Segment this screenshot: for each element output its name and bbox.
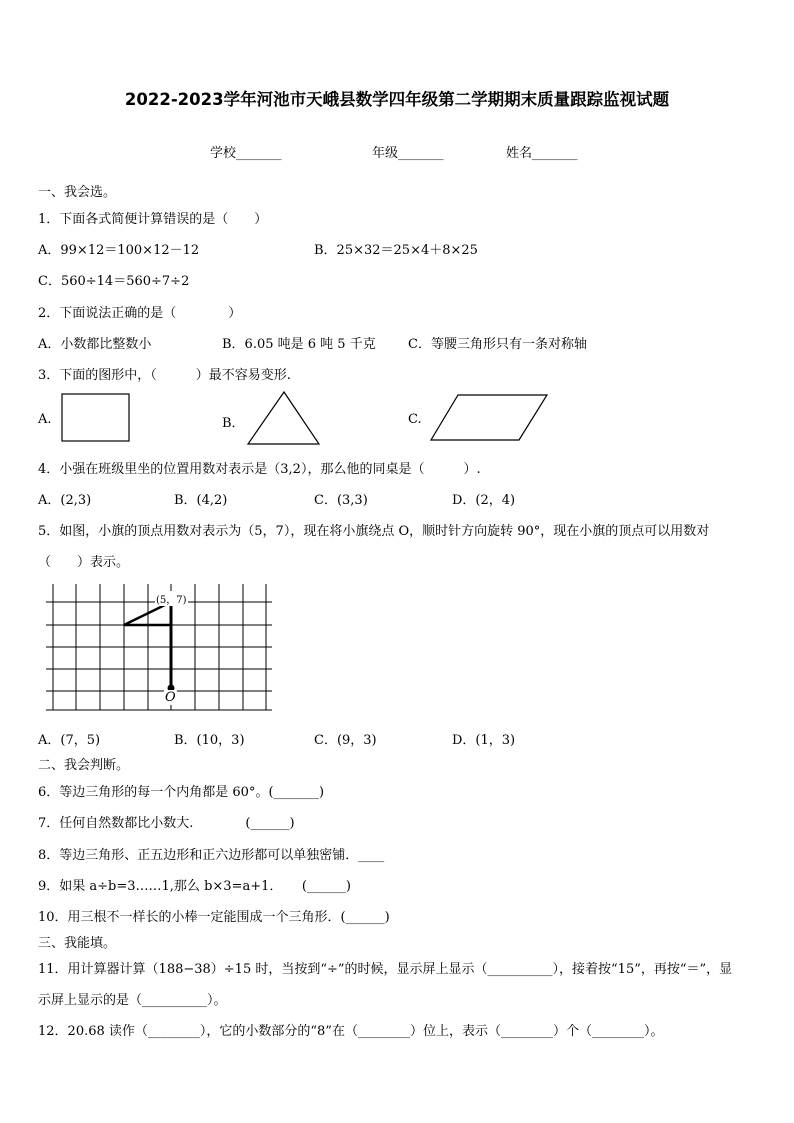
question-5-option-d[interactable]: D．(1，3) <box>452 733 516 748</box>
triangle-shape <box>246 390 322 446</box>
question-2-stem: 2．下面说法正确的是（ ） <box>38 306 242 321</box>
question-11-line-2: 示屏上显示的是（__________）。 <box>38 993 227 1008</box>
question-4-option-c[interactable]: C．(3,3) <box>314 493 368 508</box>
question-12: 12．20.68 读作（________），它的小数部分的“8”在（________）位上，表示（________）个（________）。 <box>38 1024 664 1039</box>
question-1-option-c[interactable]: C．560÷14＝560÷7÷2 <box>38 274 190 289</box>
question-5-option-a[interactable]: A．(7，5) <box>38 733 101 748</box>
origin-label: O <box>165 690 176 705</box>
question-11-line-1: 11．用计算器计算（188−38）÷15 时，当按到“÷”的时候，显示屏上显示（__________），接着按“15”，再按“＝”，显 <box>38 962 733 977</box>
question-4-option-a[interactable]: A．(2,3) <box>38 493 92 508</box>
flag-vertex-label: (5，7) <box>155 591 188 606</box>
page-title: 2022-2023学年河池市天峨县数学四年级第二学期期末质量跟踪监视试题 <box>124 90 670 109</box>
question-2-option-b[interactable]: B．6.05 吨是 6 吨 5 千克 <box>222 337 376 352</box>
grade-field[interactable]: 年级_______ <box>372 146 444 161</box>
section-heading-1: 一、我会选。 <box>38 185 117 200</box>
question-2-option-c[interactable]: C．等腰三角形只有一条对称轴 <box>408 337 587 352</box>
question-5-stem-line-2: （ ）表示。 <box>38 555 130 570</box>
question-8: 8．等边三角形、正五边形和正六边形都可以单独密铺．____ <box>38 848 385 863</box>
section-heading-3: 三、我能填。 <box>38 936 117 951</box>
question-4-option-d[interactable]: D．(2，4) <box>452 493 516 508</box>
question-3-option-c[interactable]: C. <box>408 412 422 427</box>
question-1-option-a[interactable]: A．99×12＝100×12－12 <box>38 243 200 258</box>
question-3-option-b[interactable]: B． <box>222 416 245 431</box>
section-heading-2: 二、我会判断。 <box>38 758 130 773</box>
question-3-stem: 3．下面的图形中，（ ）最不容易变形. <box>38 368 291 383</box>
parallelogram-shape <box>430 393 550 443</box>
question-5-option-c[interactable]: C．(9，3) <box>314 733 377 748</box>
question-9: 9．如果 a÷b=3……1,那么 b×3=a+1． (______) <box>38 879 352 894</box>
question-10: 10．用三根不一样长的小棒一定能围成一个三角形．(______) <box>38 910 390 925</box>
question-4-stem: 4．小强在班级里坐的位置用数对表示是（3,2），那么他的同桌是（ ）. <box>38 462 481 477</box>
question-1-stem: 1．下面各式简便计算错误的是（ ） <box>38 212 268 227</box>
question-6: 6．等边三角形的每一个内角都是 60°。(_______) <box>38 785 325 800</box>
school-field[interactable]: 学校_______ <box>210 146 282 161</box>
question-4-option-b[interactable]: B．(4,2) <box>174 493 228 508</box>
question-2-option-a[interactable]: A．小数都比整数小 <box>38 337 152 352</box>
question-5-option-b[interactable]: B．(10，3) <box>174 733 245 748</box>
rectangle-shape <box>61 393 131 443</box>
question-7: 7．任何自然数都比小数大. (______) <box>38 816 295 831</box>
question-5-stem-line-1: 5．如图，小旗的顶点用数对表示为（5，7），现在将小旗绕点 O，顺时针方向旋转 90°，现在小旗的顶点可以用数对 <box>38 524 710 539</box>
question-3-option-a[interactable]: A. <box>38 412 52 427</box>
name-field[interactable]: 姓名_______ <box>506 146 578 161</box>
question-1-option-b[interactable]: B．25×32＝25×4＋8×25 <box>314 243 478 258</box>
